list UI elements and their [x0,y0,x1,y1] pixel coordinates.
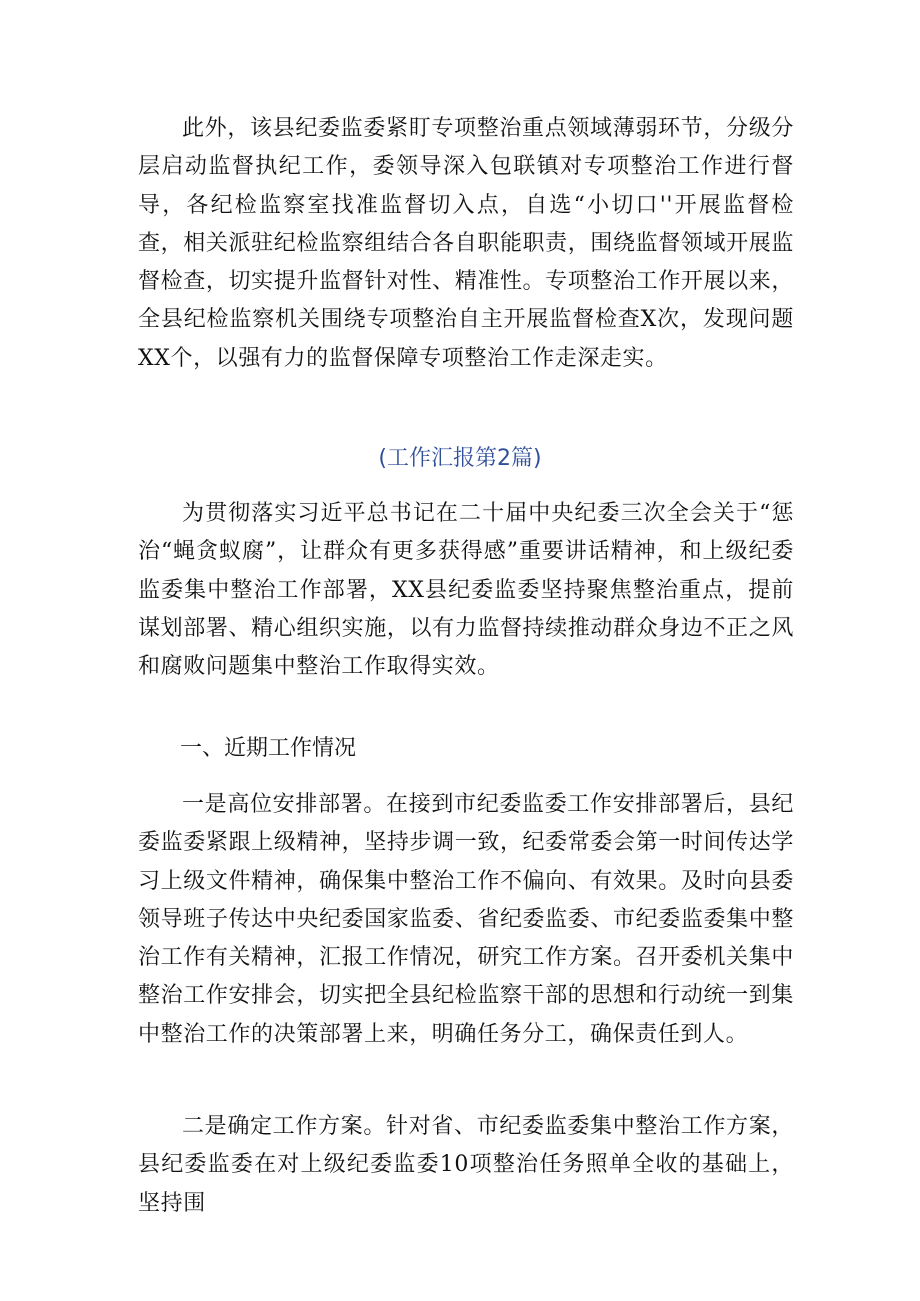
paragraph-deployment: 一是高位安排部署。在接到市纪委监委工作安排部署后，县纪委监委紧跟上级精神，坚持步调一致，纪委常委会第一时间传达学习上级文件精神，确保集中整治工作不偏向、有效果。及时向县委领导班子传达中央纪委国家监委、省纪委监委、市纪委监委集中整治工作有关精神，汇报工作情况，研究工作方案。召开委机关集中整治工作安排会，切实把全县纪检监察干部的思想和行动统一到集中整治工作的决策部署上来，明确任务分工，确保责任到人。 [138,792,794,1047]
paragraph-supervision-summary: 此外，该县纪委监委紧盯专项整治重点领域薄弱环节，分级分层启动监督执纪工作，委领导深入包联镇对专项整治工作进行督导，各纪检监察室找准监督切入点，自选“小切口''开展监督检查，相关派驻纪检监察组结合各自职能职责，围绕监督领域开展监督检查，切实提升监督针对性、精准性。专项整治工作开展以来，全县纪检监察机关围绕专项整治自主开展监督检查X次，发现问题XX个，以强有力的监督保障专项整治工作走深走实。 [138,116,794,371]
article-heading: (工作汇报第2篇) [378,446,542,471]
paragraph-work-plan: 二是确定工作方案。针对省、市纪委监委集中整治工作方案，县纪委监委在对上级纪委监委10项整治任务照单全收的基础上，坚持围 [138,1114,794,1216]
paragraph-introduction: 为贯彻落实习近平总书记在二十届中央纪委三次全会关于“惩治“蝇贪蚁腐”，让群众有更多获得感”重要讲话精神，和上级纪委监委集中整治工作部署，XX县纪委监委坚持聚焦整治重点，提前谋划部署、精心组织实施，以有力监督持续推动群众身边不正之风和腐败问题集中整治工作取得实效。 [138,501,794,680]
section-heading-recent-work: 一、近期工作情况 [180,736,357,761]
